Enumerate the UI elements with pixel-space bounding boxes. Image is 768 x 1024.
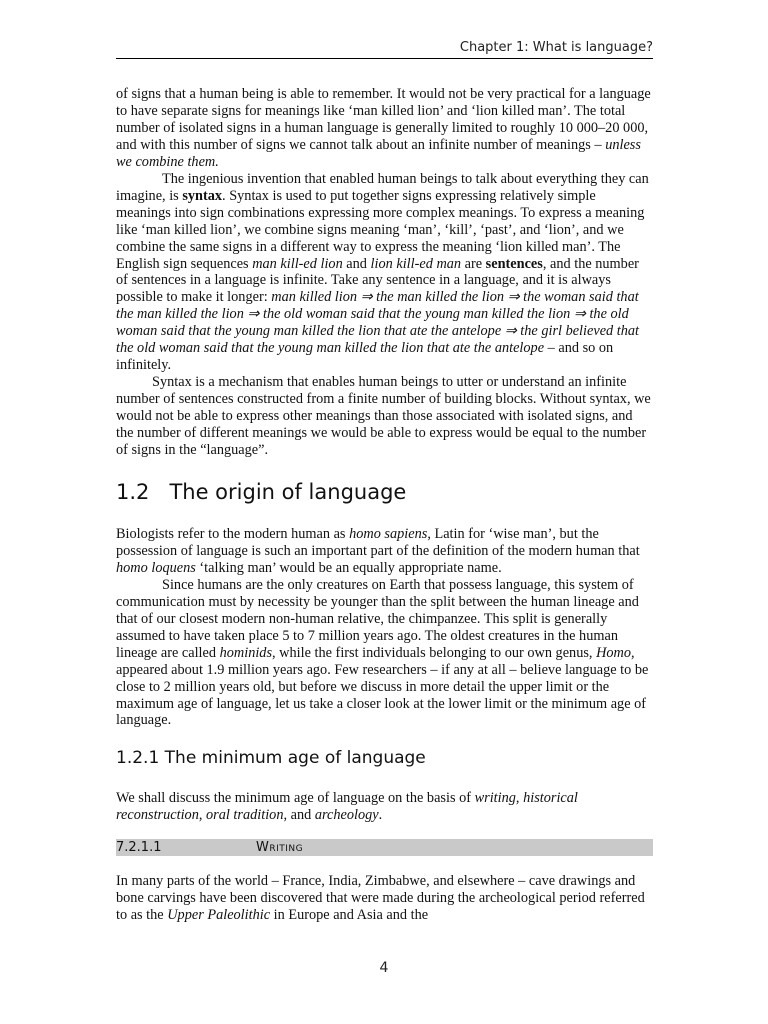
paragraph: Syntax is a mechanism that enables human beings to utter or understand an infinite number of sentences constructed from a finite number of building blocks. Without syntax, we would not be able to express other meanings than those associated with isolated signs, and the number of different meanings we would be able to express would be equal to the number of signs in the “language”. — [116, 374, 651, 459]
paragraph: Biologists refer to the modern human as homo sapiens, Latin for ‘wise man’, but the possession of language is such an important part of the definition of the modern human that homo loquens ‘talking man’ would be an equally appropriate name. — [116, 526, 640, 576]
text-block-origin — [116, 526, 653, 729]
term-syntax: syntax — [182, 187, 223, 204]
paragraph: Since humans are the only creatures on Earth that possess language, this system of communication must by necessity be younger than the split between the human lineage and that of our closest modern non-human relative, the chimpanzee. This split is generally assumed to have taken place 5 to 7 million years ago. The oldest creatures in the human lineage are called hominids, while the first individuals belonging to our own genus, Homo, appeared about 1.9 million years ago. Few researchers – if any at all – believe language to be close to 2 million years old, but before we discuss in more detail the upper limit or the maximum age of language, let us take a closer look at the lower limit or the minimum age of language. — [116, 576, 649, 729]
running-head: Chapter 1: What is language? — [116, 40, 653, 59]
text-block-minimum-age — [116, 790, 653, 824]
paragraph: In many parts of the world – France, India, Zimbabwe, and elsewhere – cave drawings and bone carvings have been discovered that were made during the archeological period referred to as the Upper Paleolithic in Europe and Asia and the — [116, 873, 645, 923]
section-heading-1-2: 1.2 The origin of language — [116, 480, 407, 504]
paragraph: The ingenious invention that enabled human beings to talk about everything they can imagine, is syntax. Syntax is used to put together signs expressing relatively simple meanings into sign combinations expressing more complex meanings. To express a meaning like ‘man killed lion’, we combine signs meaning ‘man’, ‘kill’, ‘past’, and ‘lion’, and we combine the same signs in a different way to express the meaning ‘lion killed man’. The English sign sequences man kill-ed lion and lion kill-ed man are sentences, and the number of sentences in a language is infinite. Take any sentence in a language, and it is always possible to make it longer: man killed lion ⇒ the man killed the lion ⇒ the woman said that the man killed the lion ⇒ the old woman said that the young man killed the lion ⇒ the old woman said that the young man killed the lion that ate the antelope ⇒ the girl believed that the old woman said that the young man killed the lion that ate the antelope – and so on infinitely. — [116, 170, 649, 374]
paragraph: We shall discuss the minimum age of language on the basis of writing, historical reconstruction, oral tradition, and archeology. — [116, 790, 578, 823]
text-block-writing — [116, 873, 653, 924]
term-sentences: sentences — [485, 255, 543, 272]
page-number: 4 — [379, 960, 389, 976]
section-title: Writing — [256, 840, 304, 855]
section-number: 7.2.1.1 — [116, 840, 162, 855]
paragraph: of signs that a human being is able to remember. It would not be very practical for a language to have separate signs for meanings like ‘man killed lion’ and ‘lion killed man’. The total number of isolated signs in a human language is generally limited to roughly 10 000–20 000, and with this number of signs we cannot talk about an infinite number of meanings – unless we combine them. — [116, 86, 651, 170]
section-heading-1-2-1: 1.2.1 The minimum age of language — [116, 748, 426, 768]
text-block-syntax — [116, 86, 653, 459]
section-heading-writing — [116, 839, 653, 856]
